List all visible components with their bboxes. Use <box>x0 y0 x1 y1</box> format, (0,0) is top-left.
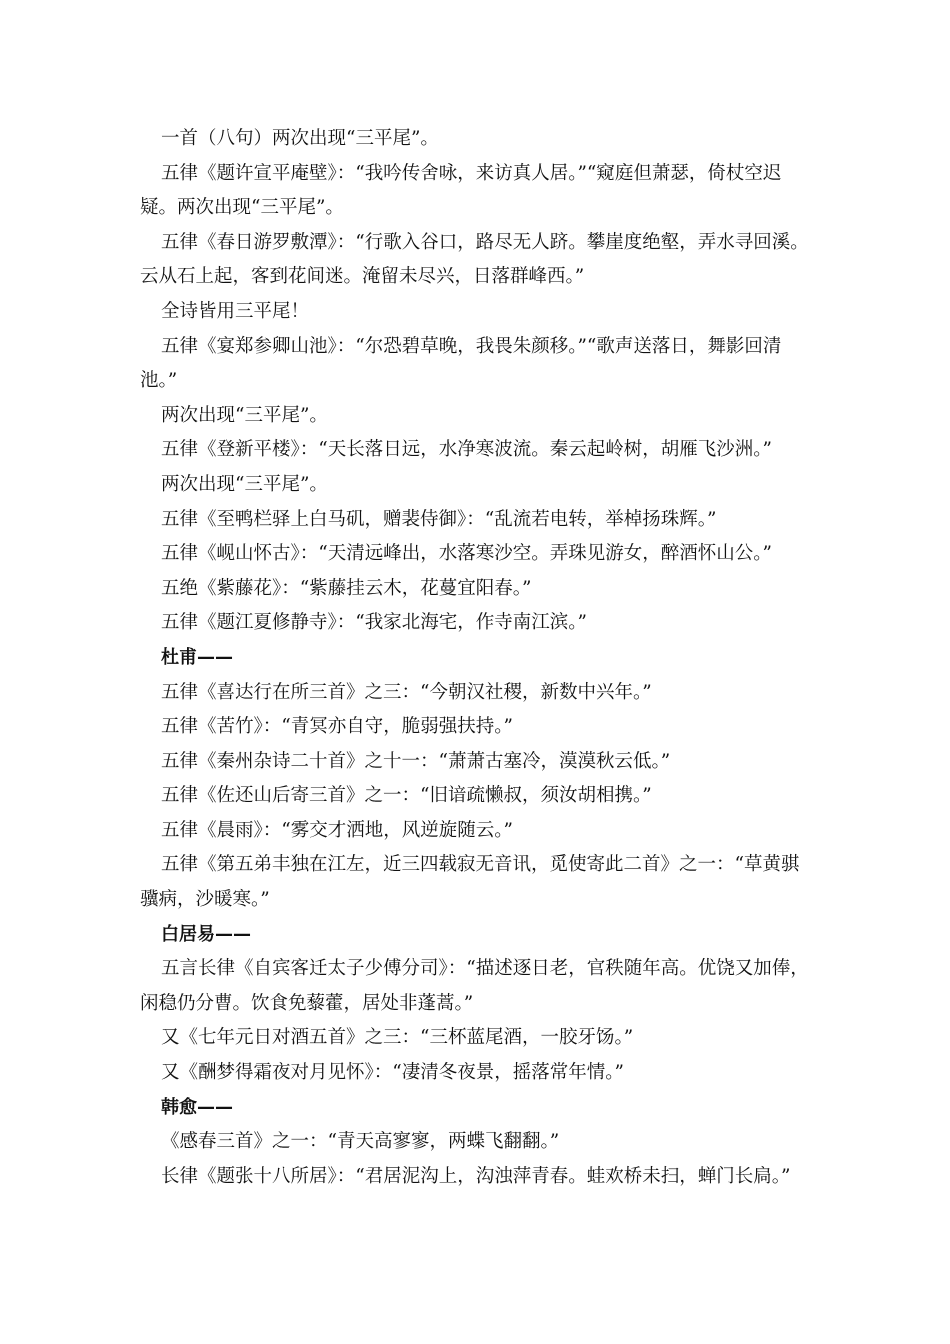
paragraph-line: 又《七年元日对酒五首》之三：“三杯蓝尾酒，一胶牙饧。” <box>161 1027 634 1049</box>
paragraph-line: 五律《苦竹》：“青冥亦自守，脆弱强扶持。” <box>161 716 513 738</box>
paragraph-line: 全诗皆用三平尾！ <box>161 300 310 322</box>
paragraph-line: 两次出现“三平尾”。 <box>161 473 328 495</box>
paragraph-line: 五律《晨雨》：“雾交才洒地，风逆旋随云。” <box>161 819 513 841</box>
paragraph-line: 五律《至鸭栏驿上白马矶，赠裴侍御》：“乱流若电转，举棹扬珠辉。” <box>161 508 717 530</box>
document-body <box>140 122 812 1194</box>
paragraph-line: 五律《佐还山后寄三首》之一：“旧谙疏懒叔，须汝胡相携。” <box>161 785 652 807</box>
paragraph-line: 五律《题江夏修静寺》：“我家北海宅，作寺南江滨。” <box>161 612 587 634</box>
paragraph-line: 五律《岘山怀古》：“天清远峰出，水落寒沙空。弄珠见游女，醉酒怀山公。” <box>161 543 772 565</box>
paragraph-line: 五言长律《自宾客迁太子少傅分司》：“描述逐日老，官秩随年高。优饶又加俸， <box>161 958 809 980</box>
section-heading-du-fu: 杜甫—— <box>161 646 233 668</box>
paragraph-line: 五律《登新平楼》：“天长落日远，水净寒波流。秦云起岭树，胡雁飞沙洲。” <box>161 439 772 461</box>
paragraph-line: 闲稳仍分曹。饮食免藜藿，居处非蓬蒿。” <box>140 992 474 1014</box>
paragraph-line: 又《酬梦得霜夜对月见怀》：“凄清冬夜景，摇落常年情。” <box>161 1062 624 1084</box>
paragraph-line: 骥病，沙暖寒。” <box>140 889 270 911</box>
paragraph-line: 五律《宴郑参卿山池》：“尔恐碧草晚，我畏朱颜移。”“歌声送落日，舞影回清 <box>161 335 782 357</box>
paragraph-line: 长律《题张十八所居》：“君居泥沟上，沟浊萍青春。蛙欢桥未扫，蝉门长扃。” <box>161 1165 791 1187</box>
paragraph-line: 疑。两次出现“三平尾”。 <box>140 197 344 219</box>
paragraph-line: 五律《喜达行在所三首》之三：“今朝汉社稷，新数中兴年。” <box>161 681 652 703</box>
paragraph-line: 五律《春日游罗敷潭》：“行歌入谷口，路尽无人跻。攀崖度绝壑，弄水寻回溪。 <box>161 231 809 253</box>
paragraph-line: 五律《第五弟丰独在江左，近三四载寂无音讯，觅使寄此二首》之一：“草黄骐 <box>161 854 800 876</box>
paragraph-line: 五绝《紫藤花》：“紫藤挂云木，花蔓宜阳春。” <box>161 577 532 599</box>
section-heading-bai-juyi: 白居易—— <box>161 923 251 945</box>
section-heading-han-yu: 韩愈—— <box>161 1096 233 1118</box>
paragraph-line: 云从石上起，客到花间迷。淹留未尽兴，日落群峰西。” <box>140 266 585 288</box>
paragraph-line: 五律《题许宣平庵壁》：“我吟传舍咏，来访真人居。”“窥庭但萧瑟，倚杖空迟 <box>161 162 782 184</box>
paragraph-line: 《感春三首》之一：“青天高寥寥，两蝶飞翻翻。” <box>161 1131 560 1153</box>
paragraph-line: 两次出现“三平尾”。 <box>161 404 328 426</box>
paragraph-line: 池。” <box>140 370 178 392</box>
paragraph-line: 一首（八句）两次出现“三平尾”。 <box>161 128 439 149</box>
paragraph-line: 五律《秦州杂诗二十首》之十一：“萧萧古塞冷，漠漠秋云低。” <box>161 750 671 772</box>
